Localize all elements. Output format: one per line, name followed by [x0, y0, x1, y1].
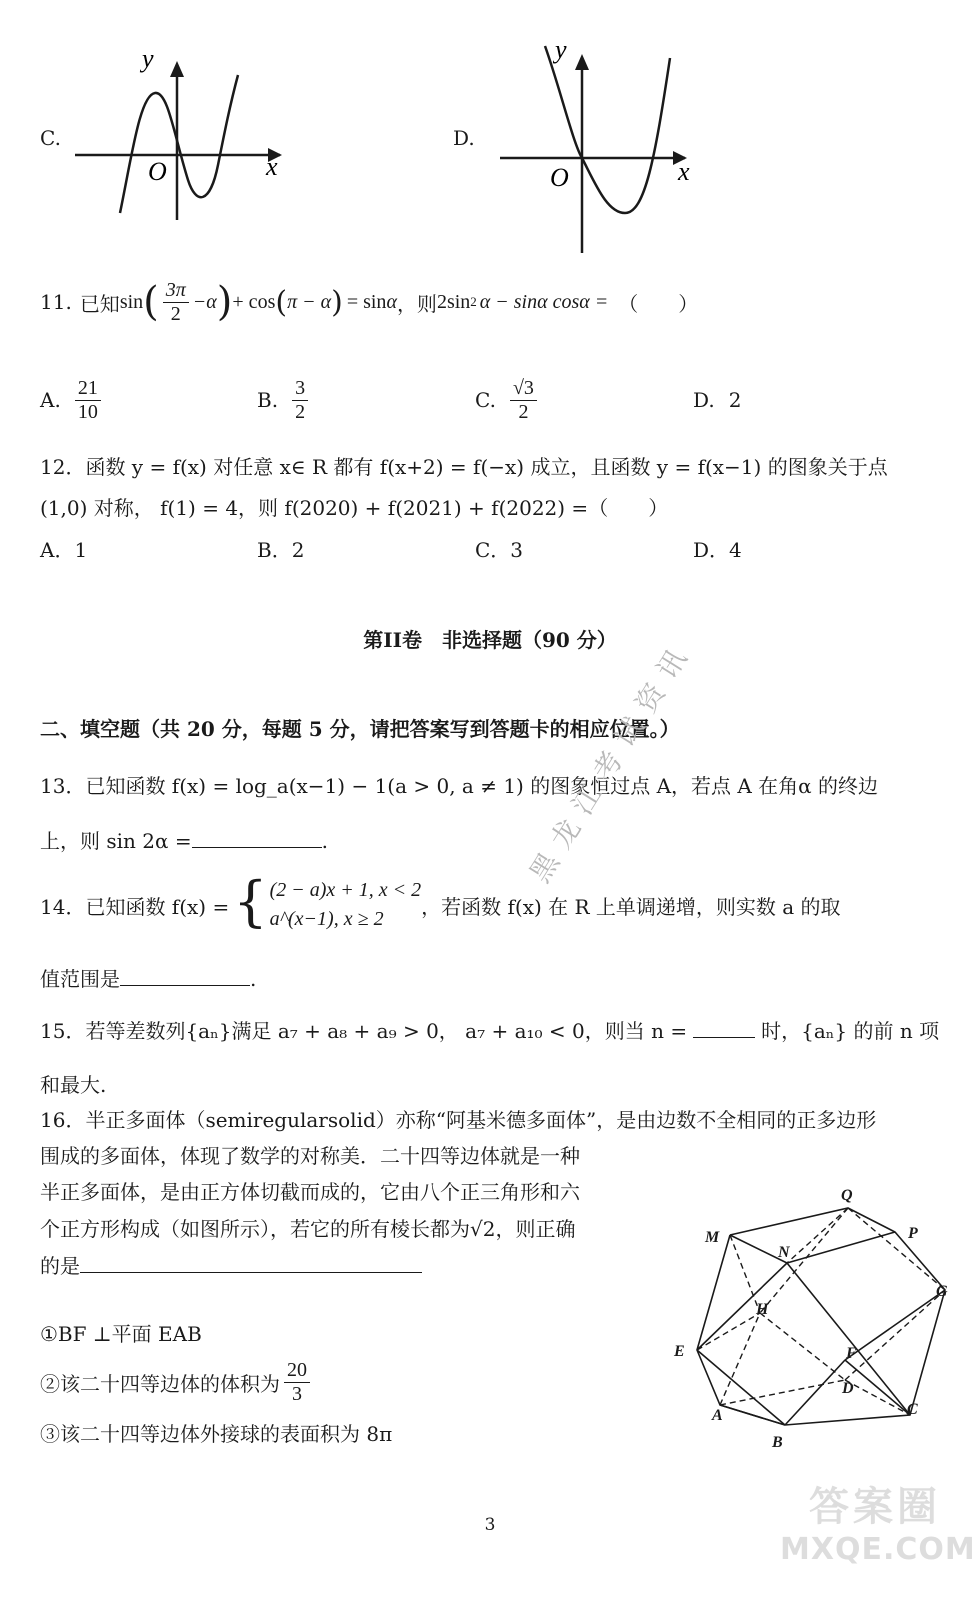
q16-option2-den: 3: [292, 1382, 302, 1405]
q11-number: 11.: [40, 290, 72, 314]
q11-option-a-num: 21: [75, 377, 101, 401]
q14-line2-wrap: 值范围是 .: [40, 967, 257, 991]
vertex-label-g: G: [936, 1283, 948, 1300]
q11-option-d-value: 2: [728, 388, 742, 412]
q14-stem: 14．已知函数 f(x) = { (2 − a)x + 1, x < 2 a^(x−1), x ≥ 2 ，若函数 f(x) 在 R 上单调递增，则实数 a 的取: [40, 870, 841, 933]
q11-option-b-den: 2: [295, 400, 306, 423]
vertex-label-a: A: [712, 1407, 723, 1424]
q12-option-c: C．3: [475, 538, 524, 562]
q11-option-a-label: A.: [40, 388, 61, 412]
q11-option-a-den: 10: [77, 400, 98, 423]
q16-polyhedron-figure: [660, 1180, 960, 1460]
q15-line1-wrap: [40, 1015, 939, 1044]
q11-alpha: α: [386, 290, 397, 313]
vertex-label-d: D: [842, 1380, 854, 1397]
q11-frac-den: 2: [170, 302, 181, 325]
q11-option-c-label: C.: [475, 388, 496, 412]
q11-option-b-label: B.: [257, 388, 279, 412]
page-number: 3: [484, 1515, 496, 1535]
section2-title: 第II卷 非选择题（90 分）: [363, 628, 617, 652]
vertex-label-m: M: [705, 1229, 720, 1246]
q11-option-b: [257, 370, 312, 430]
vertex-label-q: Q: [841, 1187, 853, 1204]
q11-option-c-den: 2: [518, 400, 529, 423]
site-logo-chars: 答案圈: [809, 1484, 941, 1530]
vertex-label-p: P: [908, 1225, 918, 1242]
q16-line2: 围成的多面体，体现了数学的对称美．二十四等边体就是一种: [40, 1144, 580, 1168]
q10d-x-label: x: [678, 157, 690, 186]
q10d-y-label: y: [555, 38, 567, 64]
q10-option-d-label: D.: [453, 126, 475, 150]
q15-line1-tail: 时，{aₙ} 的前 n 项: [761, 1019, 940, 1043]
q12-option-a: A．1: [40, 538, 88, 562]
site-logo-text: MXQE.COM: [780, 1532, 976, 1567]
q12-line2: (1,0) 对称， f(1) = 4，则 f(2020) + f(2021) + f(2022) =（ ）: [40, 496, 669, 520]
q11-option-d: [693, 370, 741, 430]
q10d-origin-label: O: [550, 163, 569, 192]
q16-option1: ①BF ⊥平面 EAB: [40, 1322, 202, 1346]
q14-case2: a^(x−1), x ≥ 2: [269, 908, 384, 930]
q11-option-d-label: D.: [693, 388, 715, 412]
q10-option-d-graph: [495, 38, 725, 263]
q11-eq-sin: = sin: [346, 290, 387, 313]
q13-line2: 上，则 sin 2α =: [40, 829, 192, 853]
vertex-label-b: B: [772, 1434, 783, 1451]
q16-answer-blank[interactable]: [80, 1272, 422, 1273]
q11-option-c: [475, 370, 541, 430]
q11-frac-num: 3π: [163, 279, 189, 303]
q10-option-c-label: C.: [40, 126, 61, 150]
q16-line3: 半正多面体，是由正方体切截而成的，它由八个正三角形和六: [40, 1180, 580, 1204]
q11-sup: 2: [470, 294, 477, 309]
q14-lead: 14．已知函数 f(x) =: [40, 894, 230, 919]
vertex-label-e: E: [674, 1343, 685, 1360]
q11-expr: 2sin: [436, 290, 471, 313]
watermark: 黑龙江考试资讯: [523, 633, 700, 889]
q11-plus-cos: + cos: [232, 290, 276, 313]
q16-option2-num: 20: [284, 1359, 310, 1383]
q11-option-c-num: √3: [510, 377, 537, 401]
part2-heading: 二、填空题（共 20 分，每题 5 分，请把答案写到答题卡的相应位置。）: [40, 717, 680, 741]
q14-answer-blank[interactable]: [120, 985, 250, 986]
q10-option-c-graph: [70, 45, 300, 225]
q11-sin: sin: [119, 290, 144, 313]
q14-line2: 值范围是: [40, 967, 120, 991]
q10c-y-label: y: [142, 45, 154, 73]
q10c-x-label: x: [266, 152, 278, 181]
vertex-label-h: H: [756, 1301, 769, 1318]
q12-line1: 12．函数 y = f(x) 对任意 x∈ R 都有 f(x+2) = f(−x) 成立，且函数 y = f(x−1) 的图象关于点: [40, 455, 888, 479]
q10c-origin-label: O: [148, 157, 167, 186]
q11-option-b-num: 3: [292, 377, 308, 401]
q16-option2: [40, 1355, 314, 1409]
vertex-label-n: N: [778, 1244, 790, 1261]
q16-line1: 16．半正多面体（semiregularsolid）亦称“阿基米德多面体”，是由边数不全相同的正多边形: [40, 1108, 877, 1132]
q11-option-a: [40, 370, 105, 430]
q13-answer-blank[interactable]: [192, 847, 322, 848]
q15-line2: 和最大.: [40, 1073, 107, 1097]
vertex-label-f: F: [846, 1345, 857, 1362]
site-logo: [780, 1475, 976, 1585]
q11-pi-minus-alpha: π − α: [287, 290, 332, 313]
q11-lead: 已知: [79, 291, 120, 316]
q11-minus-alpha: −α: [192, 290, 217, 313]
q16-line5-wrap: [40, 1250, 422, 1279]
q16-option2-text: ②该二十四等边体的体积为: [40, 1371, 280, 1396]
q15-line1: 15．若等差数列{aₙ}满足 a₇ + a₈ + a₉ > 0， a₇ + a₁₀ < 0，则当 n =: [40, 1019, 688, 1043]
q11-expr-rest: α − sinα cosα =: [479, 290, 609, 313]
q13-line1: 13．已知函数 f(x) = log_a(x−1) − 1(a > 0, a ≠ 1) 的图象恒过点 A，若点 A 在角α 的终边: [40, 774, 879, 798]
q11-then: ，则: [396, 291, 437, 316]
vertex-label-c: C: [907, 1401, 918, 1418]
q13-line2-wrap: 上，则 sin 2α = .: [40, 829, 328, 853]
q12-option-b: B．2: [257, 538, 305, 562]
q11-answer-paren: （ ）: [618, 291, 699, 316]
q16-line5: 的是: [40, 1254, 80, 1278]
q14-tail: ，若函数 f(x) 在 R 上单调递增，则实数 a 的取: [421, 894, 841, 919]
q16-line4: 个正方形构成（如图所示），若它的所有棱长都为√2，则正确: [40, 1217, 576, 1241]
q12-option-d: D．4: [693, 538, 742, 562]
q14-case1: (2 − a)x + 1, x < 2: [269, 879, 422, 901]
q15-answer-blank[interactable]: [693, 1037, 755, 1038]
q16-option3: ③该二十四等边体外接球的表面积为 8π: [40, 1422, 393, 1446]
q11-stem: 11. 已知 sin ( $\frac{3\pi}{2}$ −α ) + cos ( π − α ) = sin α ，则 2sin 2 α − sinα cosα = （ ）: [40, 278, 699, 325]
